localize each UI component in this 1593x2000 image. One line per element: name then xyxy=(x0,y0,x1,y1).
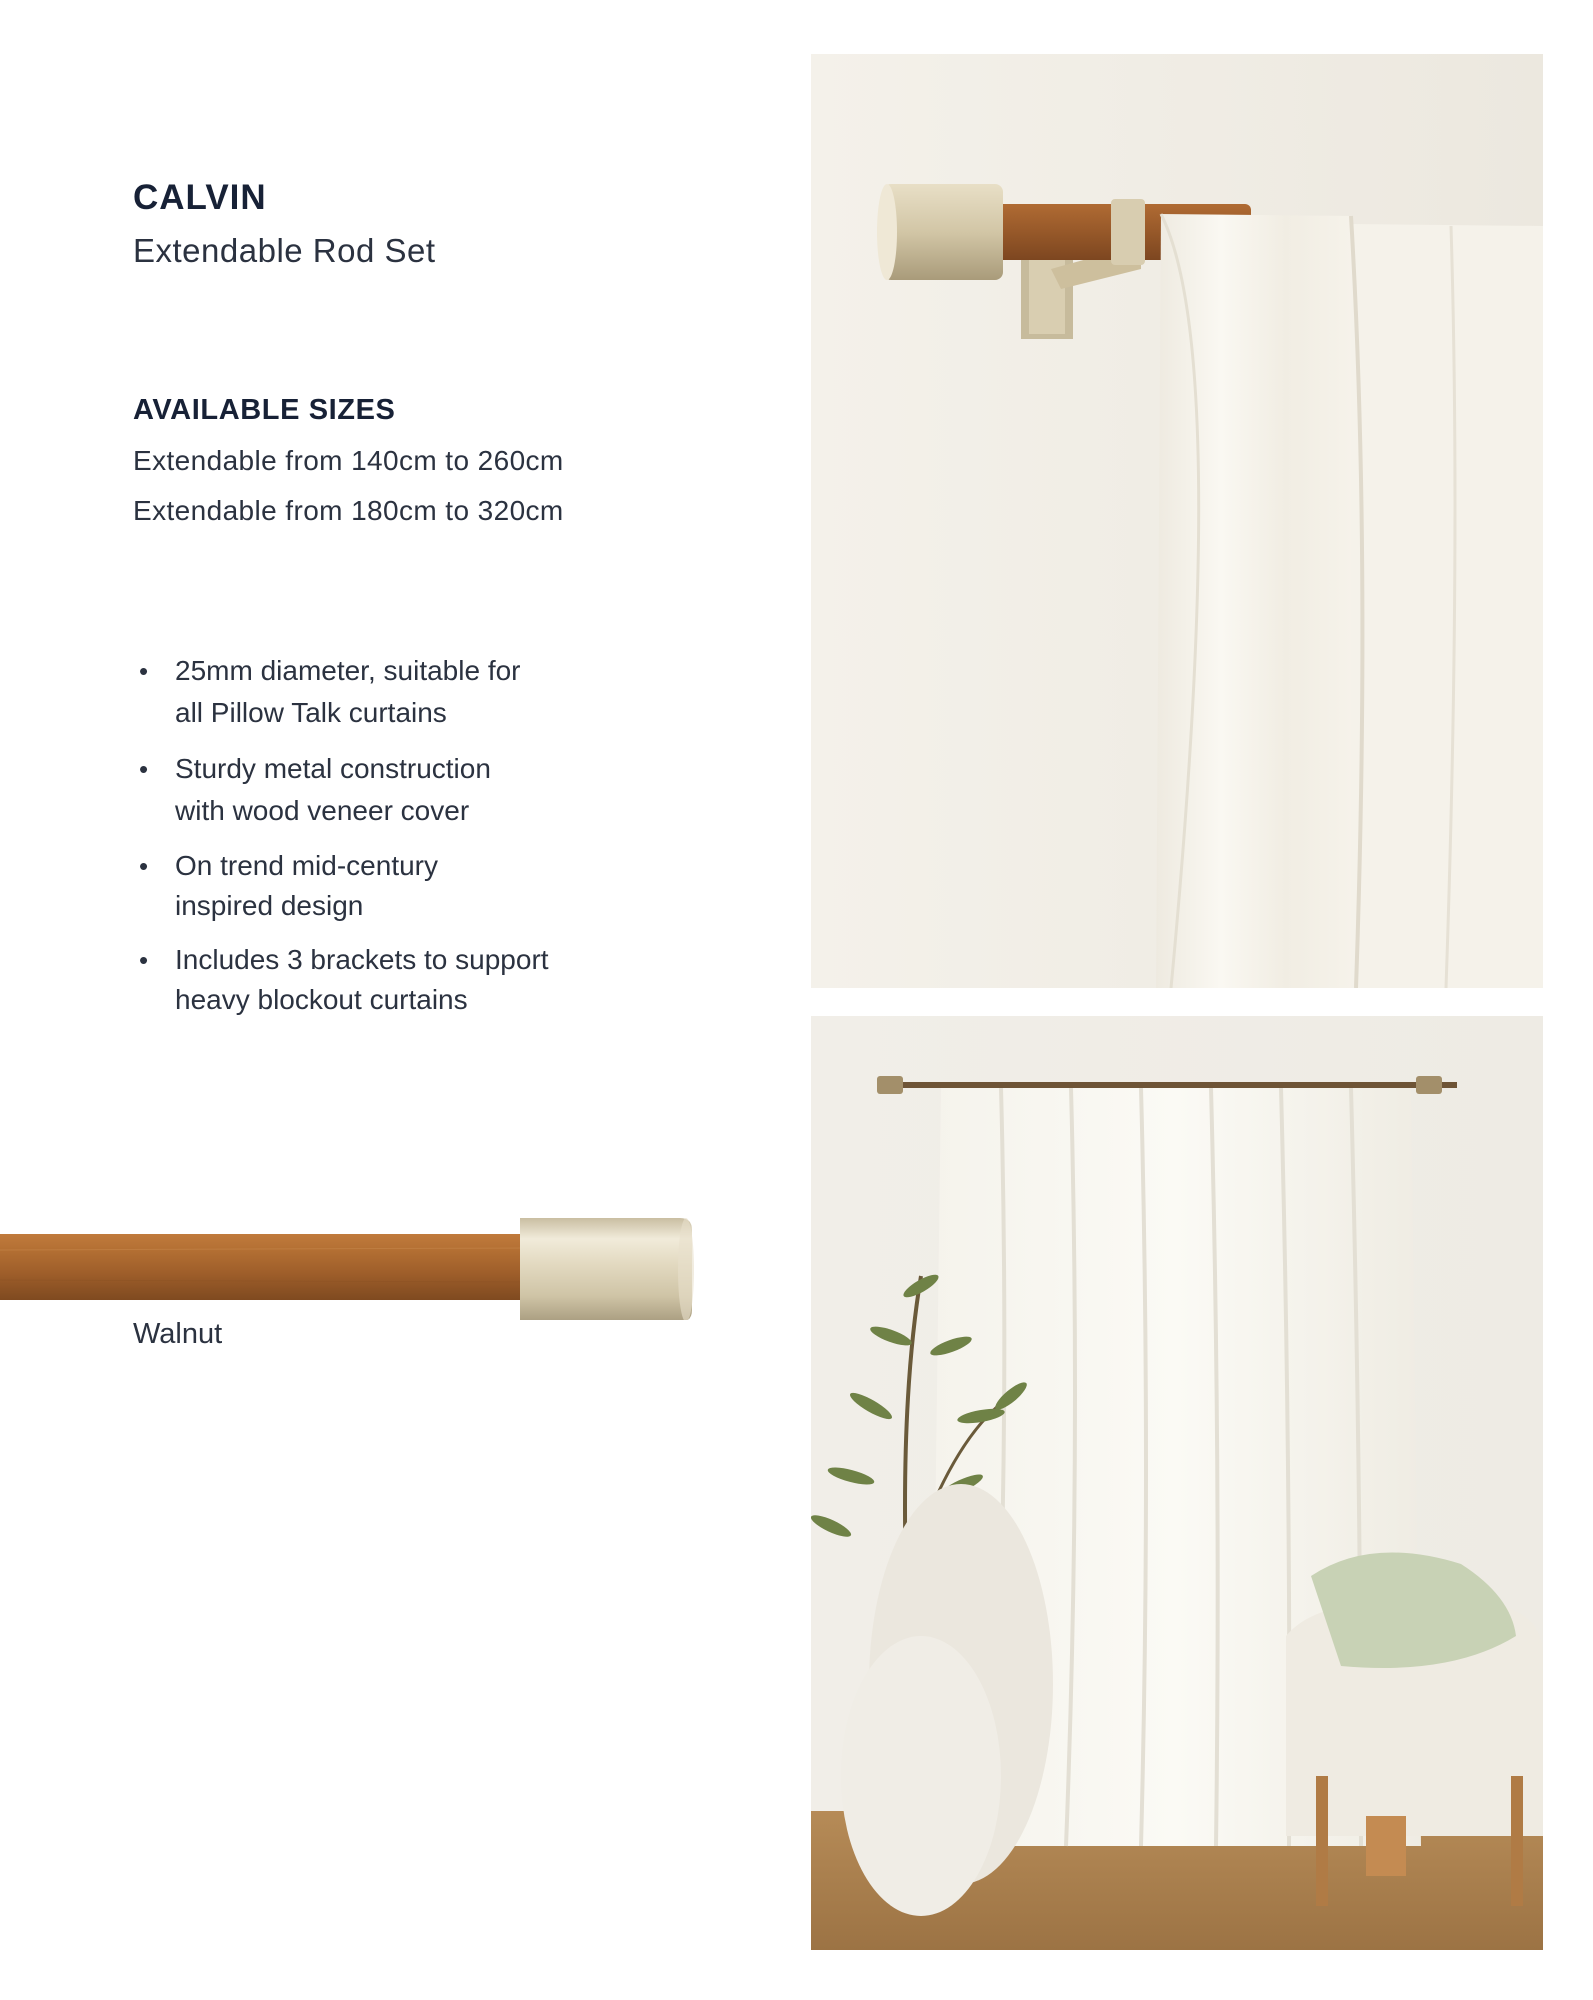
finish-caption: Walnut xyxy=(133,1318,223,1350)
feature-text: heavy blockout curtains xyxy=(175,984,468,1015)
feature-item xyxy=(133,846,603,926)
feature-text: On trend mid-century xyxy=(175,850,438,881)
product-subtitle: Extendable Rod Set xyxy=(133,232,436,269)
bullet-icon: • xyxy=(139,945,149,975)
feature-item xyxy=(133,650,603,734)
curtain-rod-icon xyxy=(0,1210,700,1320)
available-sizes-heading: AVAILABLE SIZES xyxy=(133,394,396,426)
feature-text: Sturdy metal construction xyxy=(175,753,491,784)
feature-text: all Pillow Talk curtains xyxy=(175,697,447,728)
bullet-icon: • xyxy=(139,851,149,881)
size-option: Extendable from 140cm to 260cm xyxy=(133,445,564,476)
feature-item xyxy=(133,940,603,1020)
feature-text: Includes 3 brackets to support xyxy=(175,944,549,975)
feature-text: with wood veneer cover xyxy=(175,795,470,826)
feature-list xyxy=(133,650,603,1034)
rod-closeup-photo xyxy=(811,54,1543,988)
walnut-rod-swatch xyxy=(0,1210,700,1320)
size-option: Extendable from 180cm to 320cm xyxy=(133,495,564,526)
bullet-icon: • xyxy=(139,754,149,784)
feature-text: 25mm diameter, suitable for xyxy=(175,655,521,686)
bullet-icon: • xyxy=(139,656,149,686)
feature-text: inspired design xyxy=(175,890,364,921)
feature-item xyxy=(133,748,603,832)
product-title: CALVIN xyxy=(133,178,267,217)
room-scene-photo xyxy=(811,1016,1543,1950)
